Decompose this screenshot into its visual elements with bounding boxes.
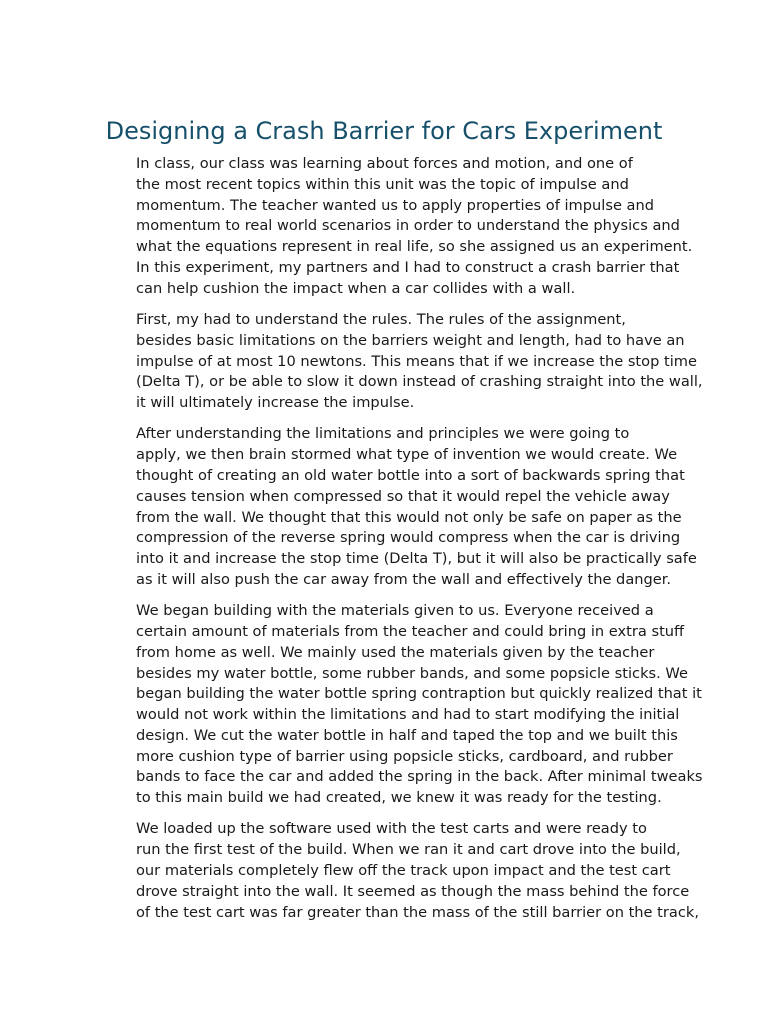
text-line: as it will also push the car away from the wall and effectively the danger.: [136, 570, 672, 588]
text-line: from home as well. We mainly used the materials given by the teacher: [136, 643, 655, 661]
text-line: from the wall. We thought that this would not only be safe on paper as the: [136, 508, 682, 526]
text-line: design. We cut the water bottle in half and taped the top and we built this: [136, 726, 678, 744]
text-line: causes tension when compressed so that it would repel the vehicle away: [136, 487, 670, 505]
text-line: compression of the reverse spring would compress when the car is driving: [136, 529, 681, 547]
text-line: apply, we then brain stormed what type of invention we would create. We: [136, 446, 678, 464]
document-title: Designing a Crash Barrier for Cars Experiment: [105, 117, 663, 145]
text-line: besides my water bottle, some rubber bands, and some popsicle sticks. We: [136, 664, 688, 682]
text-line: the most recent topics within this unit was the topic of impulse and: [136, 175, 629, 193]
text-line: impulse of at most 10 newtons. This means that if we increase the stop time: [136, 352, 697, 370]
text-line: what the equations represent in real life, so she assigned us an experiment.: [136, 238, 693, 256]
paragraph: [91, 424, 697, 590]
paragraph: [91, 601, 703, 809]
text-line: In class, our class was learning about forces and motion, and one of: [136, 155, 633, 172]
text-line: bands to face the car and added the spring in the back. After minimal tweaks: [136, 768, 703, 786]
text-line: thought of creating an old water bottle into a sort of backwards spring that: [136, 466, 685, 484]
text-line: run the first test of the build. When we ran it and cart drove into the build,: [136, 841, 681, 859]
text-line: our materials completely flew off the track upon impact and the test cart: [136, 862, 671, 880]
text-line: In this experiment, my partners and I had to construct a crash barrier that: [136, 258, 680, 276]
paragraph: [91, 819, 699, 923]
text-line: (Delta T), or be able to slow it down instead of crashing straight into the wall,: [136, 373, 703, 391]
text-line: drove straight into the wall. It seemed as though the mass behind the force: [136, 882, 690, 900]
text-line: First, my had to understand the rules. The rules of the assignment,: [136, 310, 626, 328]
paragraph: [91, 154, 693, 300]
text-line: momentum to real world scenarios in order to understand the physics and: [136, 217, 680, 235]
document-body: [91, 154, 703, 934]
text-line: We loaded up the software used with the test carts and were ready to: [136, 820, 647, 838]
text-line: began building the water bottle spring contraption but quickly realized that it: [136, 685, 702, 703]
text-line: more cushion type of barrier using popsicle sticks, cardboard, and rubber: [136, 747, 673, 765]
text-line: can help cushion the impact when a car collides with a wall.: [136, 279, 576, 297]
text-line: besides basic limitations on the barriers weight and length, had to have an: [136, 331, 685, 349]
text-line: After understanding the limitations and principles we were going to: [136, 425, 630, 443]
text-line: to this main build we had created, we knew it was ready for the testing.: [136, 789, 662, 807]
text-line: into it and increase the stop time (Delta T), but it will also be practically safe: [136, 550, 697, 568]
text-line: momentum. The teacher wanted us to apply properties of impulse and: [136, 196, 655, 214]
text-line: would not work within the limitations and had to start modifying the initial: [136, 706, 680, 724]
paragraph: [91, 310, 703, 414]
text-line: of the test cart was far greater than the mass of the still barrier on the track,: [136, 903, 699, 921]
text-line: certain amount of materials from the teacher and could bring in extra stuff: [136, 622, 685, 640]
text-line: We began building with the materials given to us. Everyone received a: [136, 602, 654, 620]
text-line: it will ultimately increase the impulse.: [136, 394, 415, 412]
